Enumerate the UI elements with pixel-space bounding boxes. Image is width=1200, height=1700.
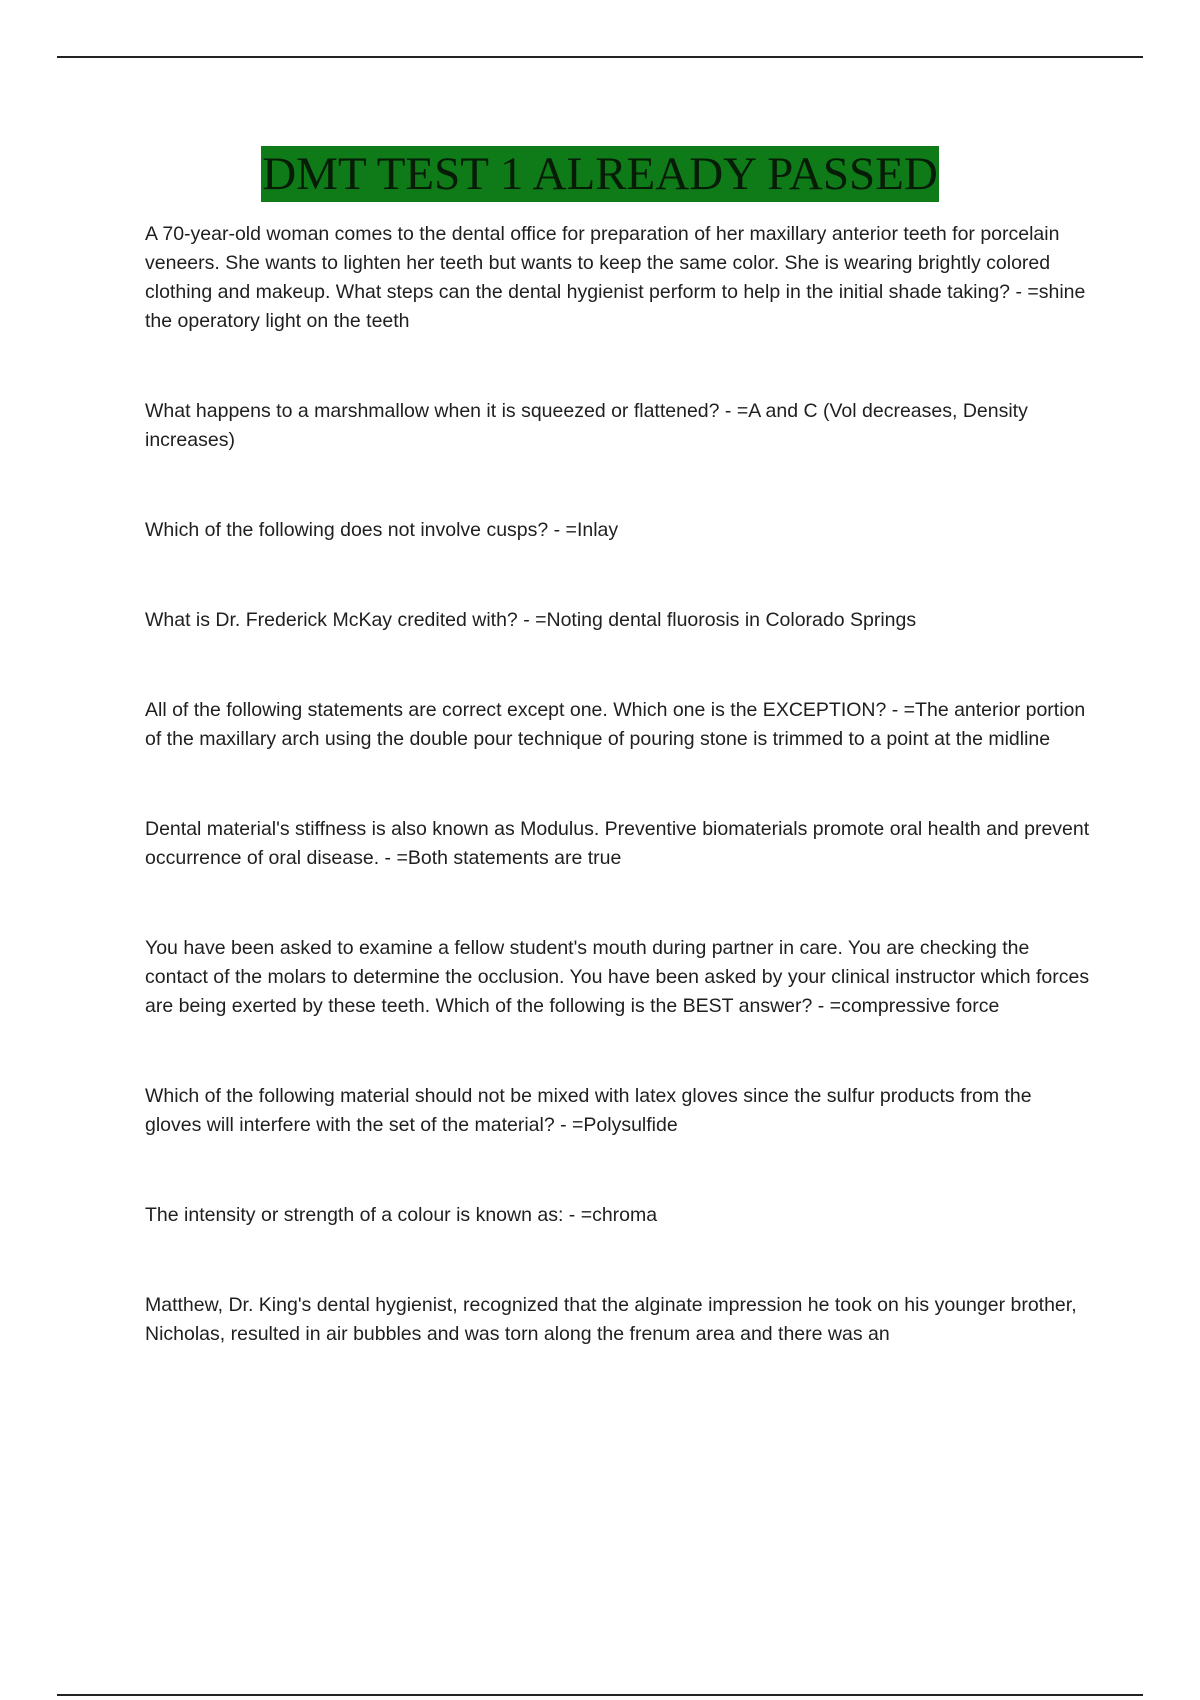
bottom-divider bbox=[57, 1694, 1143, 1696]
question-list bbox=[145, 220, 1090, 1410]
question-item: The intensity or strength of a colour is known as: - =chroma bbox=[145, 1204, 658, 1226]
document-title: DMT TEST 1 ALREADY PASSED bbox=[262, 148, 938, 200]
question-item: You have been asked to examine a fellow student's mouth during partner in care. You are checking the contact of the molars to determine the occlusion. You have been asked by your clinical instructor which forces are being exerted by these teeth. Which of the following is the BEST answer? - =compressive force bbox=[145, 937, 1090, 1017]
question-item: Which of the following does not involve cusps? - =Inlay bbox=[145, 519, 619, 541]
question-item: A 70-year-old woman comes to the dental office for preparation of her maxillary anterior teeth for porcelain veneers. She wants to lighten her teeth but wants to keep the same color. She is wearing brightly colored clothing and makeup. What steps can the dental hygienist perform to help in the initial shade taking? - =shine the operatory light on the teeth bbox=[145, 223, 1086, 332]
question-item: Matthew, Dr. King's dental hygienist, recognized that the alginate impression he took on his younger brother, Nicholas, resulted in air bubbles and was torn along the frenum area and there was an bbox=[145, 1294, 1077, 1345]
question-item: Which of the following material should not be mixed with latex gloves since the sulfur products from the gloves will interfere with the set of the material? - =Polysulfide bbox=[145, 1085, 1032, 1136]
question-item: Dental material's stiffness is also known as Modulus. Preventive biomaterials promote oral health and prevent occurrence of oral disease. - =Both statements are true bbox=[145, 818, 1090, 869]
top-divider bbox=[57, 56, 1143, 58]
question-item: What happens to a marshmallow when it is squeezed or flattened? - =A and C (Vol decreases, Density increases) bbox=[145, 400, 1028, 451]
question-item: What is Dr. Frederick McKay credited with? - =Noting dental fluorosis in Colorado Springs bbox=[145, 609, 917, 631]
question-item: All of the following statements are correct except one. Which one is the EXCEPTION? - =The anterior portion of the maxillary arch using the double pour technique of pouring stone is trimmed to a point at the midline bbox=[145, 699, 1086, 750]
title-container bbox=[0, 146, 1200, 202]
